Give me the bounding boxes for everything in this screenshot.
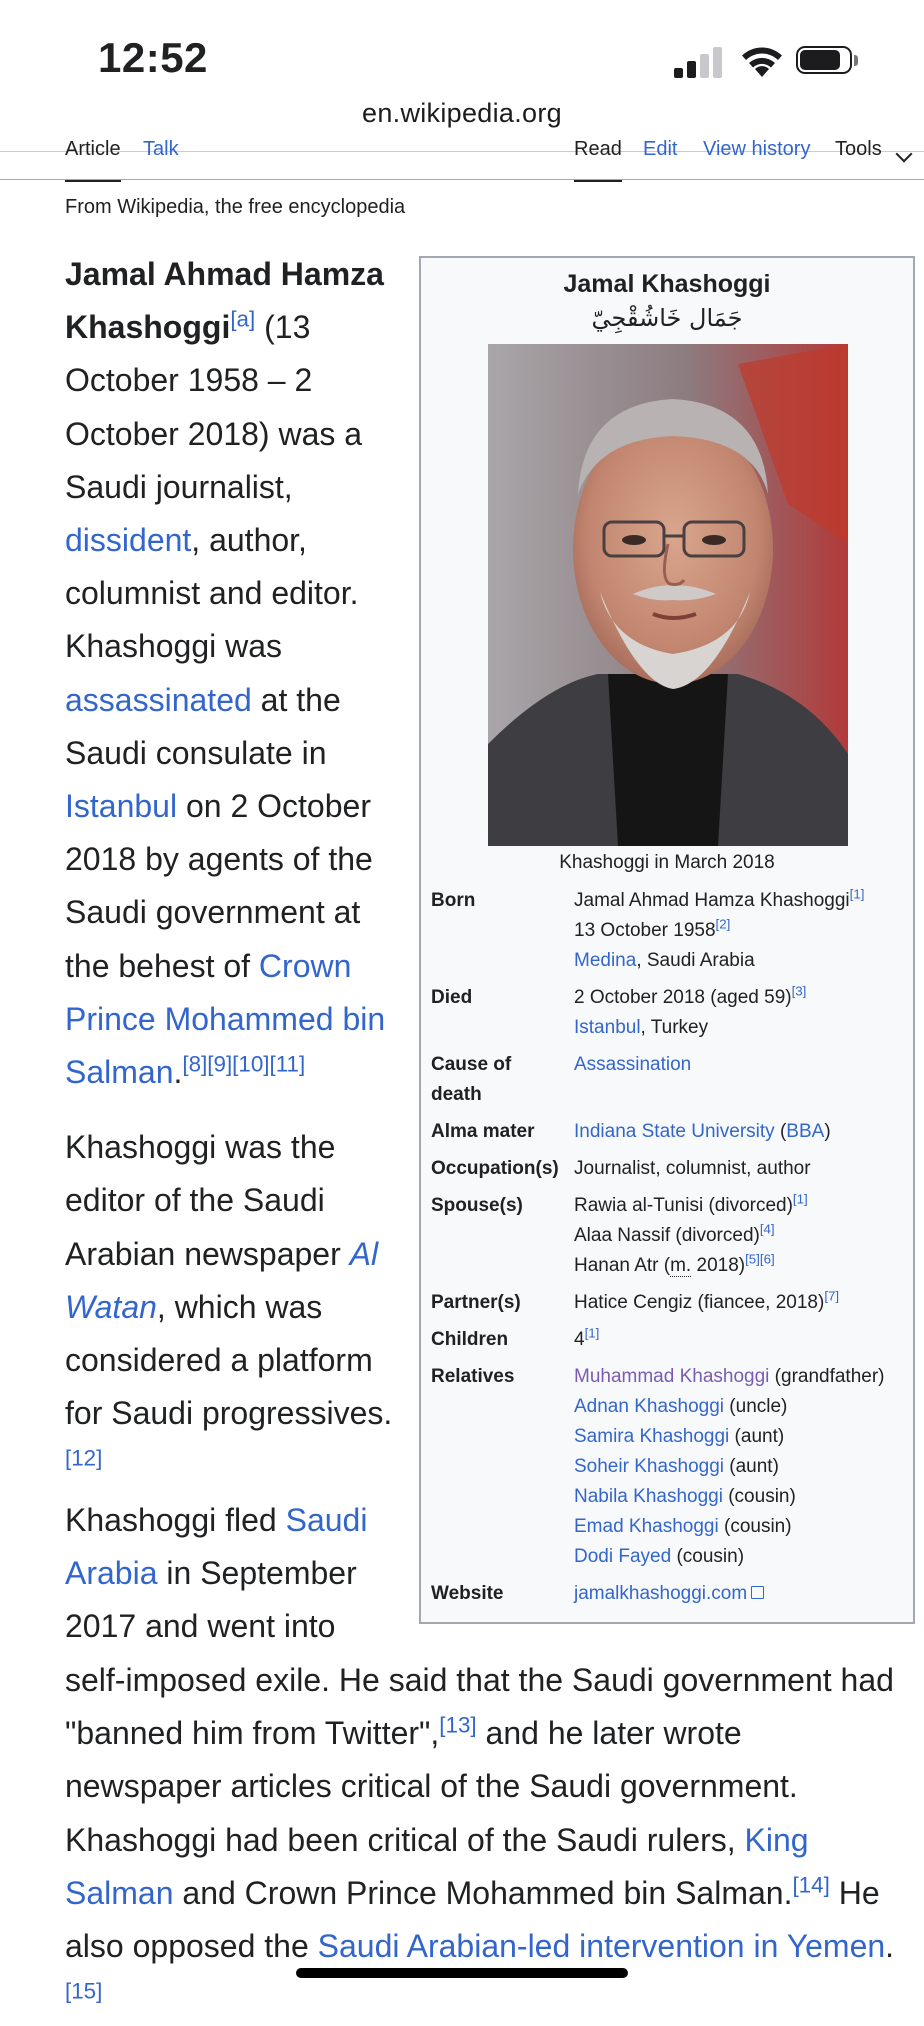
infobox-label: Cause of death — [431, 1054, 512, 1105]
infobox-native-name: جَمَال خَاشُقْجِيّ — [591, 304, 743, 332]
lead-text: on 2 October 2018 by agents of the Saudi government at the behest of — [65, 788, 373, 984]
ref-link[interactable]: [3] — [791, 983, 807, 999]
wifi-icon — [740, 44, 784, 78]
infobox-label: Partner(s) — [431, 1292, 521, 1313]
link-medina[interactable]: Medina — [574, 950, 637, 971]
link-yemen-intervention[interactable]: Saudi Arabian-led intervention in Yemen — [317, 1928, 886, 1965]
infobox-value — [574, 1288, 911, 1318]
died-date: 2 October 2018 (aged 59) — [574, 987, 792, 1008]
relative-link[interactable]: Nabila Khashoggi — [574, 1486, 723, 1507]
infobox-row-partner — [431, 1288, 911, 1318]
infobox-value — [574, 1050, 911, 1110]
infobox-row-children — [431, 1325, 911, 1355]
infobox-row-occupation — [431, 1154, 911, 1184]
partner-value: Hatice Cengiz (fiancee, 2018) — [574, 1292, 825, 1313]
link-assassination[interactable]: Assassination — [574, 1054, 692, 1075]
lead-text: . — [173, 1054, 183, 1091]
list-item — [574, 1392, 911, 1422]
infobox-value — [574, 1362, 911, 1572]
list-item — [574, 1422, 911, 1452]
page-tabs — [0, 138, 924, 182]
relative-link[interactable]: Emad Khashoggi — [574, 1516, 719, 1537]
list-item — [574, 1482, 911, 1512]
para-text: He also opposed the — [65, 1874, 880, 1965]
portrait-photo[interactable] — [488, 344, 848, 846]
born-name: Jamal Ahmad Hamza Khashoggi — [574, 890, 850, 911]
photo-caption: Khashoggi in March 2018 — [559, 852, 775, 873]
tab-edit[interactable]: Edit — [643, 138, 678, 160]
relation: (grandfather) — [769, 1366, 885, 1387]
subject-name: Jamal Ahmad Hamza Khashoggi — [65, 256, 384, 346]
infobox-value — [574, 983, 911, 1043]
relation: (aunt) — [724, 1456, 779, 1477]
para-text: Khashoggi fled — [65, 1501, 286, 1538]
spouse-year: 2018) — [691, 1255, 746, 1276]
infobox-row-alma-mater — [431, 1117, 911, 1147]
home-indicator[interactable] — [296, 1968, 628, 1978]
infobox-value — [574, 1325, 911, 1355]
ref-link[interactable]: [1] — [849, 886, 865, 902]
article-body-column — [65, 248, 410, 1653]
lead-paragraph — [65, 248, 410, 1099]
para-text: Khashoggi was the editor of the Saudi Arabian newspaper — [65, 1129, 350, 1272]
ref-link[interactable]: [4] — [759, 1221, 775, 1237]
tab-talk[interactable]: Talk — [143, 138, 179, 160]
relation: (cousin) — [718, 1516, 792, 1537]
infobox-row-cause-of-death — [431, 1050, 911, 1110]
note-a-link[interactable]: [a] — [230, 306, 256, 332]
para-text: and Crown Prince Mohammed bin Salman. — [173, 1874, 793, 1911]
infobox-row-died — [431, 983, 911, 1043]
ref-15-link[interactable]: [15] — [65, 1978, 103, 2004]
cellular-signal-icon — [674, 46, 724, 78]
ref-14-link[interactable]: [14] — [792, 1872, 830, 1898]
infobox-rows — [431, 886, 911, 1616]
infobox-value — [574, 1117, 911, 1147]
ref-13-link[interactable]: [13] — [439, 1712, 477, 1738]
infobox-value — [574, 1579, 911, 1609]
tools-menu[interactable]: Tools — [835, 138, 882, 160]
ref-link[interactable]: [2] — [715, 916, 731, 932]
infobox-label: Died — [431, 987, 473, 1008]
spouse-name: Alaa Nassif (divorced) — [574, 1225, 760, 1246]
lead-text: , author, columnist and editor. Khashoggi was — [65, 522, 359, 665]
spouse-name: Hanan Atr ( — [574, 1255, 671, 1276]
born-date: 13 October 1958 — [574, 920, 716, 941]
ref-12-link[interactable]: [12] — [65, 1445, 103, 1471]
list-item — [574, 1542, 911, 1572]
address-bar-url[interactable]: en.wikipedia.org — [362, 98, 562, 128]
relation: (uncle) — [724, 1396, 788, 1417]
para-text: in September 2017 and went into — [65, 1554, 357, 1645]
born-place-rest: , Saudi Arabia — [636, 950, 755, 971]
lead-text: at the Saudi consulate in — [65, 681, 341, 771]
spouse-name: Rawia al-Tunisi (divorced) — [574, 1195, 793, 1216]
external-link-icon — [751, 1586, 764, 1599]
tabs-divider — [0, 179, 924, 180]
link-bba[interactable]: BBA — [786, 1121, 825, 1142]
para-text: . — [885, 1928, 895, 1965]
link-dissident[interactable]: dissident — [65, 522, 192, 559]
paren: ( — [774, 1121, 787, 1142]
infobox-row-relatives — [431, 1362, 911, 1572]
link-assassinated[interactable]: assassinated — [65, 681, 252, 718]
ref-link[interactable]: [7] — [824, 1288, 840, 1304]
website-link[interactable]: jamalkhashoggi.com — [574, 1583, 748, 1604]
relation: (cousin) — [722, 1486, 796, 1507]
para-text: , which was considered a platform for Saudi progressives. — [65, 1288, 393, 1432]
status-bar — [0, 0, 924, 100]
ref-link[interactable]: [1] — [584, 1325, 600, 1341]
ref-link[interactable]: [5][6] — [745, 1251, 775, 1267]
occupation-value: Journalist, columnist, author — [574, 1158, 811, 1179]
infobox-row-website — [431, 1579, 911, 1609]
paragraph-al-watan — [65, 1121, 410, 1493]
tab-read[interactable]: Read — [574, 138, 622, 182]
infobox-row-born — [431, 886, 911, 976]
infobox-label: Website — [431, 1583, 504, 1604]
status-time: 12:52 — [98, 34, 208, 81]
relative-link[interactable]: Adnan Khashoggi — [574, 1396, 725, 1417]
list-item — [574, 1512, 911, 1542]
site-tagline: From Wikipedia, the free encyclopedia — [65, 196, 406, 218]
tab-view-history[interactable]: View history — [703, 138, 811, 160]
infobox-value — [574, 886, 911, 976]
list-item — [574, 1452, 911, 1482]
relation: (cousin) — [671, 1546, 745, 1567]
infobox-label: Spouse(s) — [431, 1195, 523, 1216]
link-indiana-state[interactable]: Indiana State University — [574, 1121, 775, 1142]
list-item — [574, 1362, 911, 1392]
paragraph-exile-start — [65, 1494, 410, 1654]
link-istanbul[interactable]: Istanbul — [65, 788, 178, 825]
infobox-label: Children — [431, 1329, 509, 1350]
infobox-value — [574, 1154, 911, 1184]
relative-link[interactable]: Dodi Fayed — [574, 1546, 672, 1567]
infobox-title: Jamal Khashoggi — [563, 270, 771, 298]
link-crown-prince[interactable]: Crown Prince Mohammed bin Salman — [65, 947, 386, 1091]
relative-link[interactable]: Soheir Khashoggi — [574, 1456, 724, 1477]
infobox-label: Born — [431, 890, 476, 911]
infobox — [419, 256, 915, 1624]
tab-article[interactable]: Article — [65, 138, 121, 182]
lead-text: (13 October 1958 – 2 October 2018) was a Saudi journalist, — [65, 309, 363, 505]
infobox-label: Alma mater — [431, 1121, 535, 1142]
infobox-row-spouses — [431, 1191, 911, 1281]
link-istanbul-infobox[interactable]: Istanbul — [574, 1017, 641, 1038]
refs-8-11-link[interactable]: [8][9][10][11] — [182, 1051, 306, 1077]
infobox-value — [574, 1191, 911, 1281]
relative-link[interactable]: Muhammad Khashoggi — [574, 1366, 770, 1387]
children-value: 4 — [574, 1329, 585, 1350]
portrait-illustration — [488, 344, 848, 846]
battery-icon — [796, 46, 860, 76]
infobox-label: Occupation(s) — [431, 1158, 559, 1179]
link-al-watan[interactable]: Al Watan — [65, 1235, 379, 1325]
para-text: and he later wrote newspaper articles critical of the Saudi government. Khashoggi had been critical of the Saudi rulers, — [65, 1715, 798, 1858]
paren: ) — [824, 1121, 831, 1142]
ref-link[interactable]: [1] — [792, 1191, 808, 1207]
married-abbr: m. — [670, 1255, 692, 1276]
link-saudi-arabia[interactable]: Saudi Arabia — [65, 1501, 368, 1591]
para-text: self-imposed exile. He said that the Saudi government had "banned him from Twitter", — [65, 1662, 894, 1752]
link-king-salman[interactable]: King Salman — [65, 1821, 809, 1911]
died-place-rest: , Turkey — [640, 1017, 709, 1038]
infobox-label: Relatives — [431, 1366, 515, 1387]
relation: (aunt) — [729, 1426, 785, 1447]
relative-link[interactable]: Samira Khashoggi — [574, 1426, 730, 1447]
